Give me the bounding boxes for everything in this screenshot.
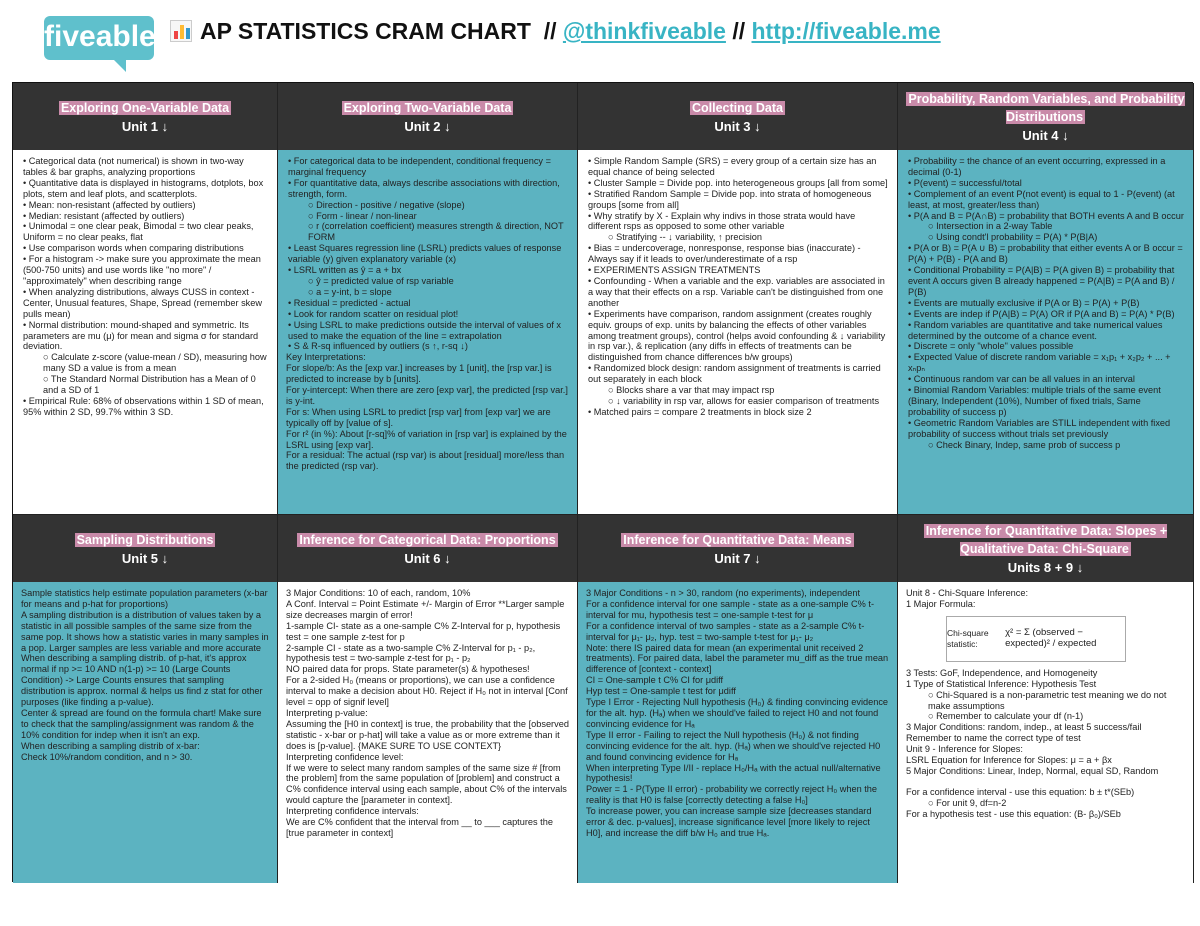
- note-line: We are C% confident that the interval from __ to ___ captures the [true parameter in context]: [286, 817, 553, 838]
- twitter-link[interactable]: @thinkfiveable: [562, 18, 726, 44]
- note-line: 5 Major Conditions: Linear, Indep, Normal, equal SD, Random: [906, 765, 1159, 776]
- note-line: ○ r (correlation coefficient) measures strength & direction, NOT FORM: [308, 221, 564, 243]
- note-line: • LSRL written as ŷ = a + bx: [288, 265, 402, 276]
- note-line: Center & spread are found on the formula chart! Make sure to check that the sampling/assignment was random & the 10% condition for indep when it isn't an exp.: [21, 707, 262, 740]
- note-line: • S & R-sq influenced by outliers (s ↑, r-sq ↓): [288, 341, 468, 352]
- note-line: • Geometric Random Variables are STILL independent with fixed probability of success without trials set previously: [908, 417, 1171, 439]
- header-title-line: [170, 18, 941, 45]
- note-line: ○ Check Binary, Indep, same prob of success p: [928, 439, 1121, 450]
- note-line: 3 Tests: GoF, Independence, and Homogeneity: [906, 667, 1098, 678]
- note-line: • P(event) = successful/total: [908, 177, 1022, 188]
- note-line: Hyp test = One-sample t test for μdiff: [586, 686, 736, 697]
- note-line: • Discrete = only "whole" values possible: [908, 341, 1074, 352]
- unit-number: Unit 7 ↓: [714, 551, 761, 566]
- unit-header: [578, 515, 897, 582]
- note-line: • Events are indep if P(A|B) = P(A) OR if P(A and B) = P(A) * P(B): [908, 308, 1175, 319]
- note-line: • Probability = the chance of an event occurring, expressed in a decimal (0-1): [908, 156, 1166, 177]
- note-line: When interpreting Type I/II - replace H₀/Hₐ with the actual null/alternative hypothesis!: [586, 762, 881, 784]
- unit-cell: [578, 515, 898, 883]
- note-line: • Stratified Random Sample = Divide pop. into strata of homogeneous groups [some from all]: [588, 188, 872, 210]
- note-line: 1-sample CI- state as a one-sample C% Z-Interval for p, hypothesis test = one sample z-test for p: [286, 620, 561, 642]
- note-line: • Why stratify by X - Explain why indivs in those strata would have different rsps as opposed to some other variable: [588, 210, 856, 232]
- note-line: Interpreting confidence level:: [286, 751, 404, 762]
- note-line: Type I Error - Rejecting Null hypothesis (H₀) & finding convincing evidence for the alt. hyp. (Hₐ) when we should've failed to reject H0 and not found convincing evidence for Hₐ: [586, 697, 889, 729]
- unit-number: Unit 5 ↓: [121, 551, 169, 566]
- fiveable-logo[interactable]: fiveable: [44, 16, 154, 60]
- note-line: • Complement of an event P(not event) is equal to 1 - P(event) (at least, at most, greater/less than): [908, 188, 1175, 210]
- unit-cell: [13, 515, 278, 883]
- note-line: For slope/b: As the [exp var.] increases by 1 [unit], the [rsp var.] is predicted to increase by b [units].: [286, 363, 552, 385]
- note-line: • Random variables are quantitative and take numerical values determined by the outcome of a chance event.: [908, 319, 1163, 341]
- note-line: • Cluster Sample = Divide pop. into heterogeneous groups [all from some]: [588, 177, 888, 188]
- note-line: • Events are mutually exclusive if P(A or B) = P(A) + P(B): [908, 297, 1140, 308]
- note-line: For s: When using LSRL to predict [rsp var] from [exp var] we are typically off by [value of s].: [286, 406, 551, 428]
- unit-header: [278, 83, 577, 150]
- unit-notes: [898, 150, 1193, 514]
- note-line: Assuming the [H0 in context] is true, the probability that the [observed statistic - x-bar or p-hat] will take a value as or more extreme than it does is [p-value]. {MAKE SURE TO USE CONTEXT}: [286, 718, 569, 751]
- unit-cell: [898, 515, 1194, 883]
- note-line: • When analyzing distributions, always CUSS in context - Center, Unusual features, Shape, Spread (remember skew pulls mean): [23, 286, 262, 319]
- note-line: ○ Form - linear / non-linear: [308, 210, 417, 221]
- note-line: • Categorical data (not numerical) is shown in two-way tables & bar graphs, analyzing proportions: [23, 156, 244, 177]
- note-line: ○ Using condt'l probability = P(A) * P(B|A): [928, 232, 1098, 243]
- note-line: If we were to select many random samples of the same size # [from the problem] from the same population of [problem] and construct a C% confidence interval using each sample, about C% of the intervals would capture the [parameter in context].: [286, 762, 567, 806]
- note-line: • For quantitative data, always describe associations with direction, strength, form.: [288, 177, 560, 199]
- note-line: • Use comparison words when comparing distributions: [23, 243, 244, 254]
- unit-cell: [898, 83, 1194, 515]
- note-line: When describing a sampling distrib of x-bar:: [21, 740, 200, 751]
- unit-title: Exploring Two-Variable Data: [343, 101, 512, 115]
- unit-number: Unit 6 ↓: [404, 551, 451, 566]
- note-line: • Look for random scatter on residual plot!: [288, 308, 459, 319]
- note-line: • P(A and B = P(A∩B) = probability that BOTH events A and B occur: [908, 210, 1184, 221]
- note-line: • Simple Random Sample (SRS) = every group of a certain size has an equal chance of being selected: [588, 156, 877, 177]
- unit-title: Inference for Quantitative Data: Slopes + Qualitative Data: Chi-Square: [925, 524, 1168, 556]
- note-line: NO paired data for props. State parameter(s) & hypotheses!: [286, 664, 530, 675]
- note-line: • Mean: non-resistant (affected by outliers): [23, 199, 196, 210]
- unit-header: [578, 83, 897, 150]
- note-line: • Confounding - When a variable and the exp. variables are associated in a way that their effects on a rsp. Variable can't be distinguished from one another: [588, 275, 885, 308]
- unit-notes: [278, 150, 577, 514]
- note-line: • EXPERIMENTS ASSIGN TREATMENTS: [588, 265, 761, 276]
- unit-cell: [278, 83, 578, 515]
- unit-header: [898, 83, 1193, 150]
- unit-notes: [278, 582, 577, 883]
- note-line: For a 2-sided H₀ (means or proportions), we can use a confidence interval to make a decision about H0. Reject if H₀ not in interval [Conf level = opp of signif level]: [286, 675, 568, 708]
- note-line: ○ ↓ variability in rsp var, allows for easier comparison of treatments: [608, 395, 880, 406]
- unit-notes: [578, 582, 897, 883]
- unit-cell: [578, 83, 898, 515]
- formula-label: Chi-square statistic:: [947, 627, 989, 649]
- note-line: • Matched pairs = compare 2 treatments in block size 2: [588, 406, 812, 417]
- note-line: ○ Direction - positive / negative (slope): [308, 199, 465, 210]
- note-line: • Median: resistant (affected by outliers): [23, 210, 185, 221]
- note-line: 1 Type of Statistical Inference: Hypothesis Test: [906, 678, 1097, 689]
- note-line: ○ Chi-Squared is a non-parametric test meaning we do not make assumptions: [928, 689, 1167, 711]
- note-line: ○ Remember to calculate your df (n-1): [928, 711, 1084, 722]
- unit-notes: [13, 150, 277, 514]
- page-title: AP STATISTICS CRAM CHART: [200, 18, 531, 44]
- note-line: Key Interpretations:: [286, 352, 366, 363]
- unit-notes: [13, 582, 277, 883]
- note-line: • Binomial Random Variables: multiple trials of the same event (Binary, Independent (10%), Number of fixed trials, Same probability of success p): [908, 385, 1161, 417]
- note-line: • For categorical data to be independent, conditional frequency = marginal frequency: [288, 156, 551, 177]
- note-line: • Unimodal = one clear peak, Bimodal = two clear peaks, Uniform = no clear peaks, flat: [23, 221, 254, 243]
- note-line: • Experiments have comparison, random assignment (creates roughly equiv. groups of exp. units by balancing the effects of other variables among treatment groups), control (helps avoid confounding & ↓ variability in rsp var.), & replication (any diffs in effects of treatments can be distinguished from chance differences b/w groups): [588, 308, 886, 363]
- note-line: • P(A or B) = P(A ∪ B) = probability that either events A or B occur = P(A) + P(B) - P(A and B): [908, 243, 1183, 265]
- note-line: For a residual: The actual (rsp var) is about [residual] more/less than the predicted (rsp var).: [286, 450, 565, 472]
- unit-number: Unit 1 ↓: [121, 119, 169, 134]
- note-line: For a confidence interval - use this equation: b ± t*(SEb): [906, 786, 1135, 797]
- unit-title: Inference for Categorical Data: Proportions: [299, 533, 556, 547]
- unit-notes: [898, 582, 1193, 883]
- note-line: 1 Major Formula:: [906, 598, 976, 609]
- note-line: 3 Major Conditions: 10 of each, random, 10%: [286, 588, 471, 598]
- note-line: • Normal distribution: mound-shaped and symmetric. Its parameters are mu (μ) for mean and sigma σ for standard deviation.: [23, 319, 259, 352]
- note-line: • Least Squares regression line (LSRL) predicts values of response variable (y) given explanatory variable (x): [288, 243, 562, 265]
- cram-chart-grid: [12, 82, 1193, 882]
- chi-square-formula: [946, 616, 1126, 662]
- formula-expression: χ² = Σ (observed − expected)² / expected: [1005, 626, 1097, 649]
- note-line: Sample statistics help estimate population parameters (x-bar for means and p-hat for proportions): [21, 588, 268, 609]
- note-line: • Continuous random var can be all values in an interval: [908, 374, 1135, 385]
- note-line: • Empirical Rule: 68% of observations within 1 SD of mean, 95% within 2 SD, 99.7% within 3 SD.: [23, 395, 264, 417]
- note-line: [906, 777, 1185, 787]
- unit-cell: [13, 83, 278, 515]
- unit-header: [13, 515, 277, 582]
- note-line: • Quantitative data is displayed in histograms, dotplots, box plots, stem and leaf plots, and scatterplots.: [23, 177, 264, 199]
- note-line: Note: there IS paired data for mean (an experimental unit received 2 treatments). For paired data, label the parameter mu_diff as the true mean difference of [context - context]: [586, 642, 889, 675]
- header: [0, 0, 1200, 80]
- note-line: For a hypothesis test - use this equation: (B- β₀)/SEb: [906, 808, 1121, 819]
- note-line: • For a histogram -> make sure you approximate the mean (500-750 units) and use words like "no more" / "approximately" when describing range: [23, 254, 261, 286]
- unit-header: [13, 83, 277, 150]
- note-line: ○ Intersection in a 2-way Table: [928, 221, 1053, 232]
- note-line: CI = One-sample t C% CI for μdiff: [586, 675, 724, 686]
- note-line: Unit 8 - Chi-Square Inference:: [906, 588, 1029, 598]
- separator: //: [732, 18, 746, 44]
- note-line: Power = 1 - P(Type II error) - probability we correctly reject H₀ when the reality is that H0 is false [correctly detecting a false H₀]: [586, 784, 878, 806]
- unit-number: Units 8 + 9 ↓: [1007, 560, 1084, 575]
- note-line: Remember to name the correct type of test: [906, 733, 1081, 744]
- unit-number: Unit 4 ↓: [1022, 128, 1069, 143]
- unit-header: [898, 515, 1193, 582]
- note-line: Type II error - Failing to reject the Null hypothesis (H₀) & not finding convincing evidence for the alt. hyp. (Hₐ) when we should've rejected H0 and found convincing evidence for Hₐ: [586, 729, 881, 762]
- note-line: • Bias = undercoverage, nonresponse, response bias (inaccurate) - Always say if it leads to over/underestimate of a rsp: [588, 243, 861, 265]
- note-line: A sampling distribution is a distribution of values taken by a statistic in all possible samples of the same size from the same pop. It shows how a statistic varies in many samples in a pop. Larger samples are less variable and more accurate: [21, 609, 269, 653]
- note-line: • Using LSRL to make predictions outside the interval of values of x used to make the equation of the line = extrapolation: [288, 319, 562, 341]
- website-link[interactable]: http://fiveable.me: [751, 18, 941, 44]
- note-line: ○ For unit 9, df=n-2: [928, 797, 1007, 808]
- unit-notes: [578, 150, 897, 514]
- unit-cell: [278, 515, 578, 883]
- note-line: Check 10%/random condition, and n > 30.: [21, 751, 193, 762]
- note-line: • Conditional Probability = P(A|B) = P(A given B) = probability that event A occurs given B already happened = P(A|B) = P(A and B) / P(B): [908, 265, 1175, 297]
- unit-title: Probability, Random Variables, and Probability Distributions: [908, 92, 1185, 124]
- note-line: For y-intercept: When there are zero [exp var], the predicted [rsp var.] is y-int.: [286, 385, 568, 406]
- note-line: To increase power, you can increase sample size [decreases standard error & dec. p-values], increase significance level [more likely to reject H0], and increase the diff b/w H₀ and true Hₐ.: [586, 806, 872, 838]
- unit-header: [278, 515, 577, 582]
- unit-title: Collecting Data: [692, 101, 783, 115]
- unit-number: Unit 3 ↓: [714, 119, 761, 134]
- note-line: When describing a sampling distrib. of p-hat, it's approx normal if np >= 10 AND n(1-p) >= 10 (Large Counts Condition) -> Large Counts ensures that sampling distribution is approx. normal & helps us find z stat for other purposes (like finding a p-value).: [21, 653, 263, 708]
- note-line: For a confidence interval for one sample - state as a one-sample C% t-interval for mu, hypothesis test = one-sample t-test for μ: [586, 598, 875, 620]
- note-line: ○ Blocks share a var that may impact rsp: [608, 385, 775, 396]
- note-line: • Randomized block design: random assignment of treatments is carried out separately in each block: [588, 363, 881, 385]
- note-line: ○ ŷ = predicted value of rsp variable: [308, 275, 454, 286]
- note-line: 3 Major Conditions - n > 30, random (no experiments), independent: [586, 588, 860, 598]
- note-line: 2-sample CI - state as a two-sample C% Z-Interval for p₁ - p₂, hypothesis test = two-sample z-test for p₁ - p₂: [286, 642, 536, 664]
- note-line: Interpreting p-value:: [286, 707, 368, 718]
- note-line: Unit 9 - Inference for Slopes:: [906, 744, 1023, 755]
- unit-title: Exploring One-Variable Data: [60, 101, 230, 115]
- note-line: • Expected Value of discrete random variable = x₁p₁ + x₂p₂ + ... + xₙpₙ: [908, 352, 1171, 374]
- note-line: For a confidence interval of two samples - state as a 2-sample C% t-interval for μ₁- μ₂, hyp. test = two-sample t-test for μ₁- μ₂: [586, 620, 865, 642]
- note-line: 3 Major Conditions: random, indep., at least 5 success/fail: [906, 722, 1142, 733]
- note-line: ○ a = y-int, b = slope: [308, 286, 392, 297]
- unit-title: Inference for Quantitative Data: Means: [623, 533, 852, 547]
- note-line: ○ The Standard Normal Distribution has a Mean of 0 and a SD of 1: [43, 374, 256, 396]
- note-line: LSRL Equation for Inference for Slopes: μ = a + βx: [906, 755, 1112, 766]
- unit-title: Sampling Distributions: [76, 533, 214, 547]
- note-line: • Residual = predicted - actual: [288, 297, 411, 308]
- note-line: Interpreting confidence intervals:: [286, 806, 419, 817]
- note-line: ○ Stratifying -- ↓ variability, ↑ precision: [608, 232, 762, 243]
- bar-chart-icon: [170, 20, 192, 42]
- separator: //: [543, 18, 557, 44]
- note-line: A Conf. Interval = Point Estimate +/- Margin of Error **Larger sample size decreases margin of error!: [286, 598, 565, 620]
- unit-number: Unit 2 ↓: [404, 119, 451, 134]
- note-line: For r² (in %): About [r-sq]% of variation in [rsp var] is explained by the LSRL using [exp var].: [286, 428, 567, 450]
- note-line: ○ Calculate z-score (value-mean / SD), measuring how many SD a value is from a mean: [43, 352, 267, 374]
